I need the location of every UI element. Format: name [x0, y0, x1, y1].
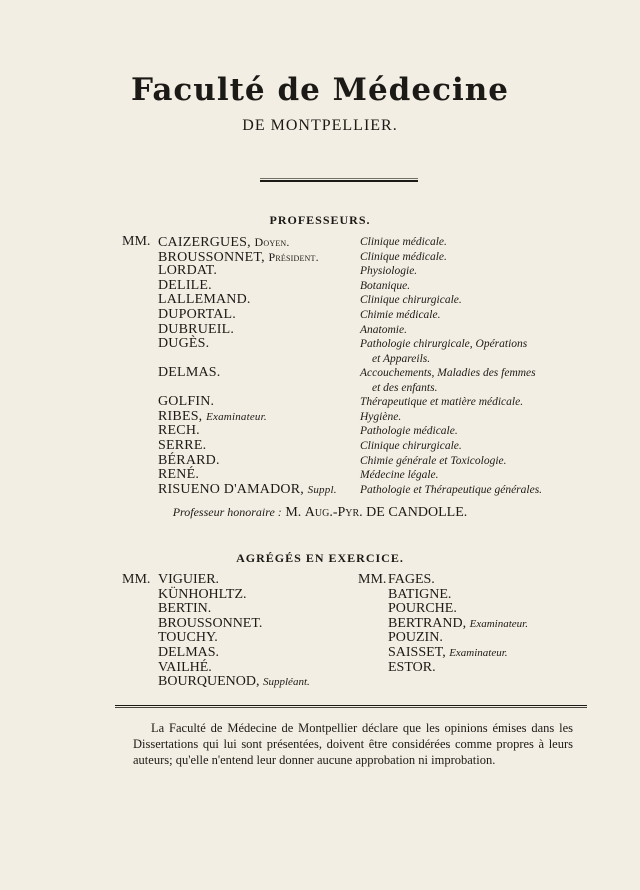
agreges-left-column — [158, 573, 310, 690]
professor-row — [122, 454, 622, 469]
professor-name: CAIZERGUES, Doyen. — [158, 235, 290, 250]
professor-chair: Clinique chirurgicale. — [360, 439, 462, 452]
agreges-heading: AGRÉGÉS EN EXERCICE. — [236, 551, 404, 565]
agrege-name: BROUSSONNET. — [158, 615, 263, 631]
agrege-name: POURCHE. — [388, 601, 457, 617]
professor-row — [122, 483, 622, 498]
professor-row — [122, 323, 622, 338]
honorary-mm: M. — [285, 505, 302, 520]
agrege-name: ESTOR. — [388, 659, 436, 675]
title-divider — [260, 180, 418, 182]
professor-name: RISUENO D'AMADOR, Suppl. — [158, 481, 337, 497]
agreges-prefix-right — [358, 573, 386, 588]
professor-row — [122, 250, 622, 265]
professor-row — [122, 410, 622, 425]
professor-row — [122, 366, 622, 395]
professor-row — [122, 424, 622, 439]
agrege-name: BOURQUENOD, Suppléant. — [158, 674, 310, 690]
mm-prefix: MM. — [358, 572, 387, 587]
page-subtitle: DE MONTPELLIER. — [242, 117, 398, 134]
agrege-name: POUZIN. — [388, 630, 443, 646]
page-title: Faculté de Médecine — [131, 72, 509, 108]
professors-table — [122, 235, 622, 497]
professor-name: RIBES, Examinateur. — [158, 408, 267, 424]
professor-chair: Accouchements, Maladies des femmes et des enfants. — [360, 367, 536, 394]
professor-row — [122, 439, 622, 454]
professor-row — [122, 264, 622, 279]
faculty-notice: La Faculté de Médecine de Montpellier déclare que les opinions émises dans les Dissertations qui lui sont présentées, doivent être considérées comme propres à leurs auteurs; qu'elle n'entend leur donner aucune approbation ni improbation. — [133, 721, 573, 767]
professor-chair: Pathologie chirurgicale, Opérations et Appareils. — [360, 338, 528, 365]
professor-chair: Médecine légale. — [360, 469, 439, 482]
honorary-last: DE CANDOLLE. — [366, 505, 468, 520]
professor-name: DELMAS. — [158, 365, 221, 381]
agrege-name: BATIGNE. — [388, 586, 452, 602]
professors-heading: PROFESSEURS. — [269, 213, 371, 227]
agrege-name: BERTRAND, Examinateur. — [388, 615, 528, 631]
professor-chair: Physiologie. — [360, 265, 418, 278]
agrege-name: VAILHÉ. — [158, 659, 212, 675]
professor-name: GOLFIN. — [158, 394, 215, 410]
professor-chair: Clinique médicale. — [360, 236, 447, 248]
professor-chair: Hygiène. — [360, 410, 402, 423]
professor-chair: Chimie générale et Toxicologie. — [360, 454, 507, 467]
mm-prefix: MM. — [122, 572, 151, 587]
agreges-prefix-left — [122, 573, 150, 588]
agrege-name: SAISSET, Examinateur. — [388, 644, 508, 660]
professor-chair: Pathologie médicale. — [360, 425, 458, 438]
professor-chair: Clinique médicale. — [360, 250, 447, 263]
professor-row — [122, 308, 622, 323]
professor-name: LALLEMAND. — [158, 292, 251, 308]
professor-row — [122, 293, 622, 308]
professor-name: DUBRUEIL. — [158, 321, 235, 337]
professor-name: DUGÈS. — [158, 336, 210, 352]
professor-row — [122, 395, 622, 410]
agrege-name: VIGUIER. — [158, 572, 220, 587]
notice-divider — [115, 705, 587, 706]
professor-name: RECH. — [158, 423, 200, 439]
professor-name: DUPORTAL. — [158, 306, 237, 322]
professor-name: DELILE. — [158, 277, 212, 293]
professor-row — [122, 468, 622, 483]
professor-name: RENÉ. — [158, 467, 200, 483]
honorary-professor — [0, 505, 640, 521]
agrege-name: DELMAS. — [158, 644, 220, 660]
mm-prefix: MM. — [122, 234, 151, 249]
professor-name: BÉRARD. — [158, 452, 220, 468]
professor-name: BROUSSONNET, Président. — [158, 249, 319, 265]
agreges-right-column — [388, 573, 528, 675]
agrege-name: KÜNHOHLTZ. — [158, 586, 247, 602]
professor-chair: Botanique. — [360, 279, 411, 292]
professor-chair: Chimie médicale. — [360, 308, 441, 321]
honorary-label: Professeur honoraire : — [172, 505, 282, 519]
professor-name: LORDAT. — [158, 263, 218, 279]
professor-row — [122, 337, 622, 366]
professor-row — [122, 279, 622, 294]
professor-chair: Thérapeutique et matière médicale. — [360, 396, 524, 409]
professor-chair: Clinique chirurgicale. — [360, 294, 462, 307]
honorary-first: Aug.-Pyr. — [304, 505, 363, 520]
professor-name: SERRE. — [158, 437, 207, 453]
professor-chair: Anatomie. — [360, 323, 407, 336]
professor-row — [122, 235, 622, 250]
agrege-name: FAGES. — [388, 572, 435, 587]
agrege-name: BERTIN. — [158, 601, 212, 617]
professor-chair: Pathologie et Thérapeutique générales. — [360, 483, 543, 496]
agrege-name: TOUCHY. — [158, 630, 218, 646]
